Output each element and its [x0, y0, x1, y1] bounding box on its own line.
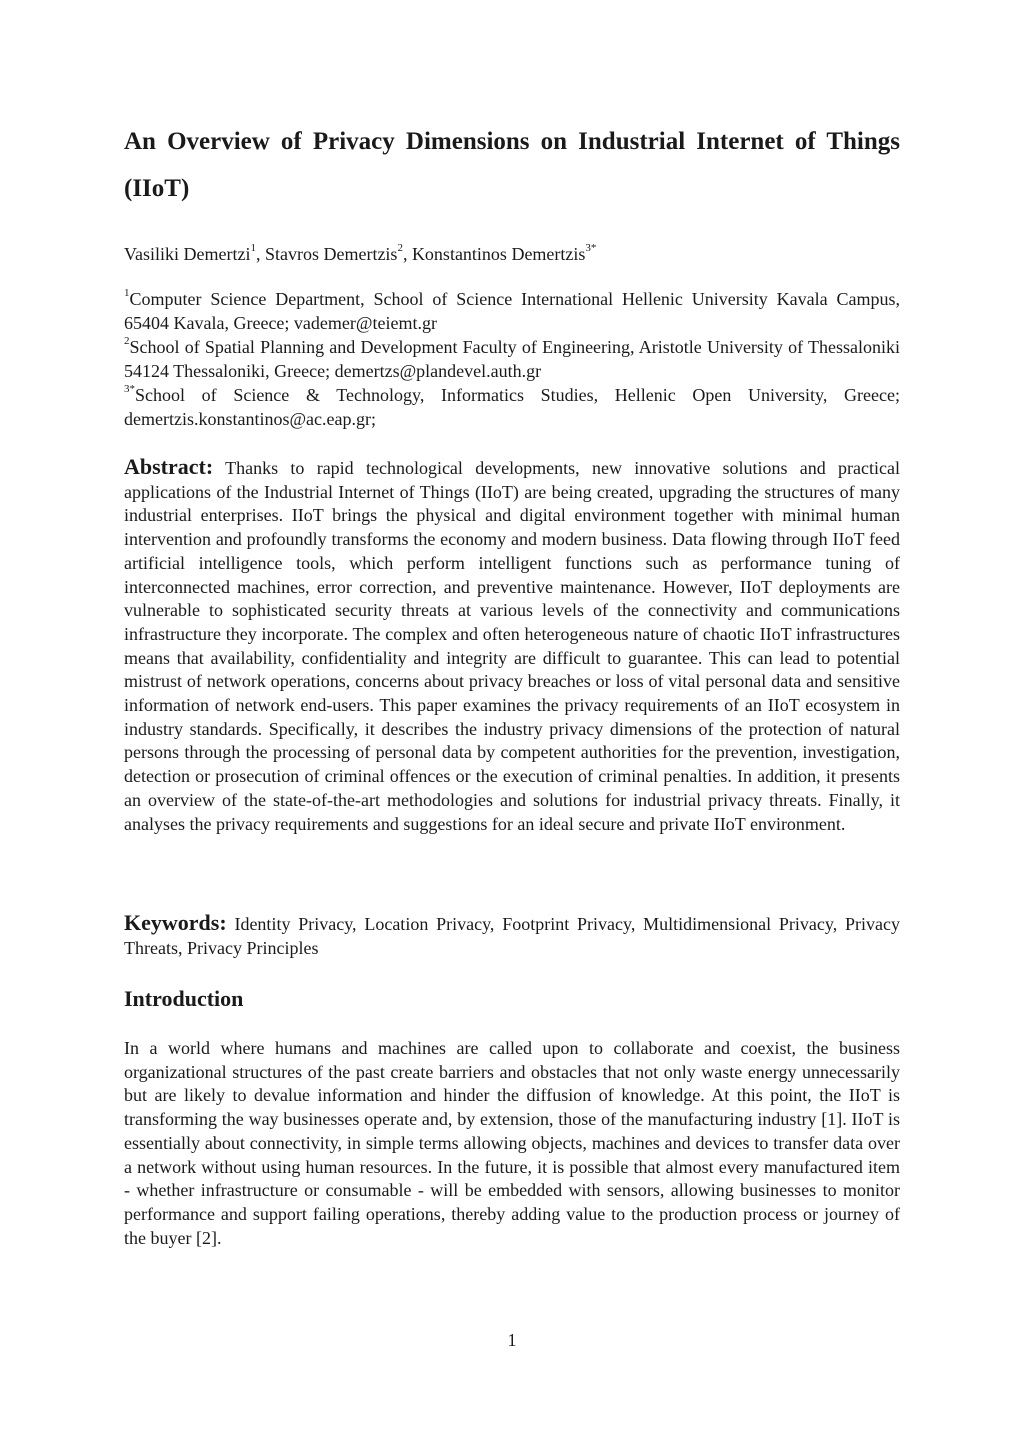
affiliation-item: [124, 287, 900, 335]
author-affiliation-mark: 1: [250, 242, 256, 254]
affiliation-mark: 3*: [124, 383, 135, 395]
affiliation-mark: 2: [124, 335, 130, 347]
keywords-text: Identity Privacy, Location Privacy, Footprint Privacy, Multidimensional Privacy, Privacy Threats, Privacy Principles: [124, 914, 900, 958]
affiliation-text: School of Science & Technology, Informatics Studies, Hellenic Open University, Greece; demertzis.konstantinos@ac.eap.gr;: [124, 385, 900, 429]
keywords-label: Keywords:: [124, 910, 227, 935]
abstract-paragraph: [124, 455, 900, 836]
affiliation-text: School of Spatial Planning and Development Faculty of Engineering, Aristotle University of Thessaloniki 54124 Thessaloniki, Greece; demertzs@plandevel.auth.gr: [124, 337, 900, 381]
author-separator: ,: [255, 244, 265, 264]
author-affiliation-mark: 3*: [585, 242, 597, 254]
abstract-text: Thanks to rapid technological developments, new innovative solutions and practical applications of the Industrial Internet of Things (IIoT) are being created, upgrading the structures of many industrial enterprises. IIoT brings the physical and digital environment together with minimal human intervention and profoundly transforms the economy and modern business. Data flowing through IIoT feed artificial intelligence tools, which perform intelligent functions such as performance tuning of interconnected machines, error correction, and preventive maintenance. However, IIoT deployments are vulnerable to sophisticated security threats at various levels of the connectivity and communications infrastructure they incorporate. The complex and often heterogeneous nature of chaotic IIoT infrastructures means that availability, confidentiality and integrity are difficult to guarantee. This can lead to potential mistrust of network operations, concerns about privacy breaches or loss of vital personal data and sensitive information of network end-users. This paper examines the privacy requirements of an IIoT ecosystem in industry standards. Specifically, it describes the industry privacy dimensions of the protection of natural persons through the processing of personal data by competent authorities for the prevention, investigation, detection or prosecution of criminal offences or the execution of criminal penalties. In addition, it presents an overview of the state-of-the-art methodologies and solutions for industrial privacy threats. Finally, it analyses the privacy requirements and suggestions for an ideal secure and private IIoT environment.: [124, 458, 900, 834]
author-list: [124, 242, 900, 266]
author-affiliation-mark: 2: [397, 242, 403, 254]
affiliation-list: [124, 287, 900, 431]
section-heading-introduction: Introduction: [124, 986, 244, 1011]
introduction-paragraph: In a world where humans and machines are called upon to collaborate and coexist, the business organizational structures of the past create barriers and obstacles that not only waste energy unnecessarily but are likely to devalue information and hinder the diffusion of knowledge. At this point, the IIoT is transforming the way businesses operate and, by extension, those of the manufacturing industry [1]. IIoT is essentially about connectivity, in simple terms allowing objects, machines and devices to transfer data over a network without using human resources. In the future, it is possible that almost every manufactured item - whether infrastructure or consumable - will be embedded with sensors, allowing businesses to monitor performance and support failing operations, thereby adding value to the production process or journey of the buyer [2].: [124, 1038, 900, 1248]
paper-title: An Overview of Privacy Dimensions on Industrial Internet of Things (IIoT): [124, 128, 900, 202]
affiliation-text: Computer Science Department, School of Science International Hellenic University Kavala Campus, 65404 Kavala, Greece; vademer@teiemt.gr: [124, 289, 900, 333]
affiliation-item: [124, 335, 900, 383]
affiliation-item: [124, 383, 900, 431]
author-name: Konstantinos Demertzis: [411, 244, 586, 264]
page-number: 1: [507, 1330, 517, 1350]
author-name: Stavros Demertzis: [264, 244, 398, 264]
author-separator: ,: [402, 244, 412, 264]
author-name: Vasiliki Demertzi: [124, 244, 251, 264]
abstract-label: Abstract:: [124, 454, 214, 479]
keywords-paragraph: [124, 911, 900, 960]
affiliation-mark: 1: [124, 287, 130, 299]
